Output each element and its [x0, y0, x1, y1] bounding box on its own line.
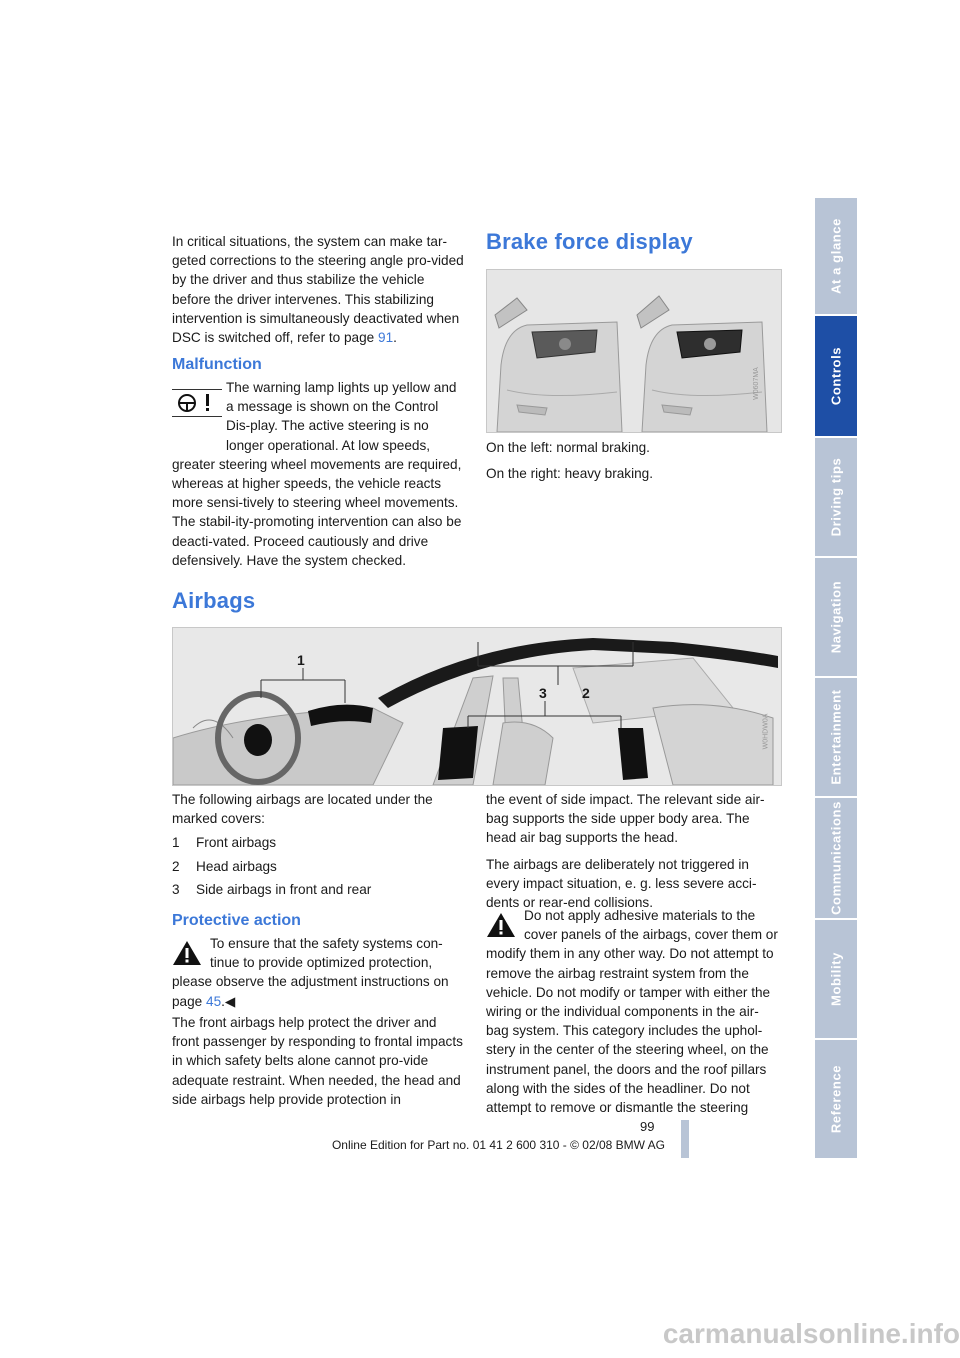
- tab-reference[interactable]: Reference: [815, 1040, 857, 1160]
- watermark: carmanualsonline.info: [662, 1318, 960, 1349]
- page-link-91[interactable]: 91: [378, 330, 394, 346]
- airbags-heading: Airbags: [172, 588, 256, 613]
- caption-heavy-braking: On the right: heavy braking.: [486, 466, 653, 482]
- protective-action-heading: Protective action: [172, 912, 301, 929]
- tab-driving-tips[interactable]: Driving tips: [815, 438, 857, 558]
- chapter-sidebar: [815, 198, 857, 1160]
- airbags-image-code: W0HDW0A: [762, 713, 770, 750]
- malfunction-paragraph: The warning lamp lights up yellow and a message is shown on the Control Dis-play. The active steering is no longer operational. At low speeds, greater steering wheel movements are required, whereas at higher speeds, the vehicle reacts more sensi-tively to steering wheel movements. The stabil-ity-promoting intervention can also be deacti-vated. Proceed cautiously and drive defensively. Have the system checked.: [172, 380, 462, 568]
- tab-communications[interactable]: Communications: [815, 798, 857, 920]
- caption-normal-braking: On the left: normal braking.: [486, 440, 650, 455]
- brake-lights-illustration: [487, 270, 781, 432]
- page-link-45[interactable]: 45: [206, 993, 222, 1009]
- airbags-intro: The following airbags are located under the marked covers:: [172, 792, 433, 827]
- brake-image-code: W0607MA: [752, 367, 760, 400]
- brake-force-figure: [486, 269, 782, 433]
- adhesive-warning: Do not apply adhesive materials to the cover panels of the airbags, cover them or modify them in any other way. Do not attempt to remove the airbag restraint system from the vehicle. Do not modify or tamper with either the wiring or the individual components in the air-bag system. This category includes the uphol-stery in the center of the steering wheel, on the instrument panel, the doors and the roof pillars along with the sides of the headliner. Do not attempt to remove or dismantle the steering: [486, 908, 778, 1116]
- protective-warning: To ensure that the safety systems con-tinue to provide optimized protection, please observe the adjustment instructions on page 45.◀: [172, 936, 449, 1009]
- airbags-figure: [172, 627, 782, 786]
- footer-accent-bar: [681, 1120, 689, 1158]
- figure-label-3: 3: [539, 685, 547, 701]
- list-item: 1 Front airbags: [172, 835, 277, 851]
- page-number: 99: [640, 1119, 655, 1134]
- brake-force-heading: Brake force display: [486, 229, 693, 254]
- tab-controls[interactable]: Controls: [815, 316, 857, 438]
- tab-at-a-glance[interactable]: At a glance: [815, 198, 857, 316]
- tab-entertainment[interactable]: Entertainment: [815, 678, 857, 798]
- edition-line: Online Edition for Part no. 01 41 2 600 310 - © 02/08 BMW AG: [331, 1138, 665, 1152]
- airbags-right-column: [486, 790, 780, 919]
- brake-captions: [486, 438, 780, 490]
- intro-paragraph: In critical situations, the system can make tar-geted corrections to the steering angle pro-vided by the driver and thus stabilize the vehicle before the driver intervenes. This stabilizing intervention is simultaneously deactivated when DSC is switched off, refer to page 91.: [172, 234, 464, 346]
- airbag-locations-illustration: [173, 628, 781, 785]
- tab-navigation[interactable]: Navigation: [815, 558, 857, 678]
- list-item: 3 Side airbags in front and rear: [172, 881, 372, 897]
- tab-mobility[interactable]: Mobility: [815, 920, 857, 1040]
- airbags-left-column: [172, 790, 464, 903]
- not-triggered-paragraph: The airbags are deliberately not triggered in every impact situation, e. g. less severe acci-dents or rear-end collisions.: [486, 856, 757, 911]
- malfunction-heading: Malfunction: [172, 356, 262, 373]
- figure-label-2: 2: [582, 685, 590, 701]
- side-impact-paragraph: the event of side impact. The relevant side air-bag supports the side upper body area. The head air bag supports the head.: [486, 792, 765, 846]
- figure-label-1: 1: [297, 652, 305, 668]
- list-item: 2 Head airbags: [172, 858, 277, 874]
- front-airbags-paragraph: The front airbags help protect the driver and front passenger by responding to frontal impacts in which safety belts alone cannot pro-vide adequate restraint. When needed, the head and side airbags help provide protection in: [172, 1015, 463, 1107]
